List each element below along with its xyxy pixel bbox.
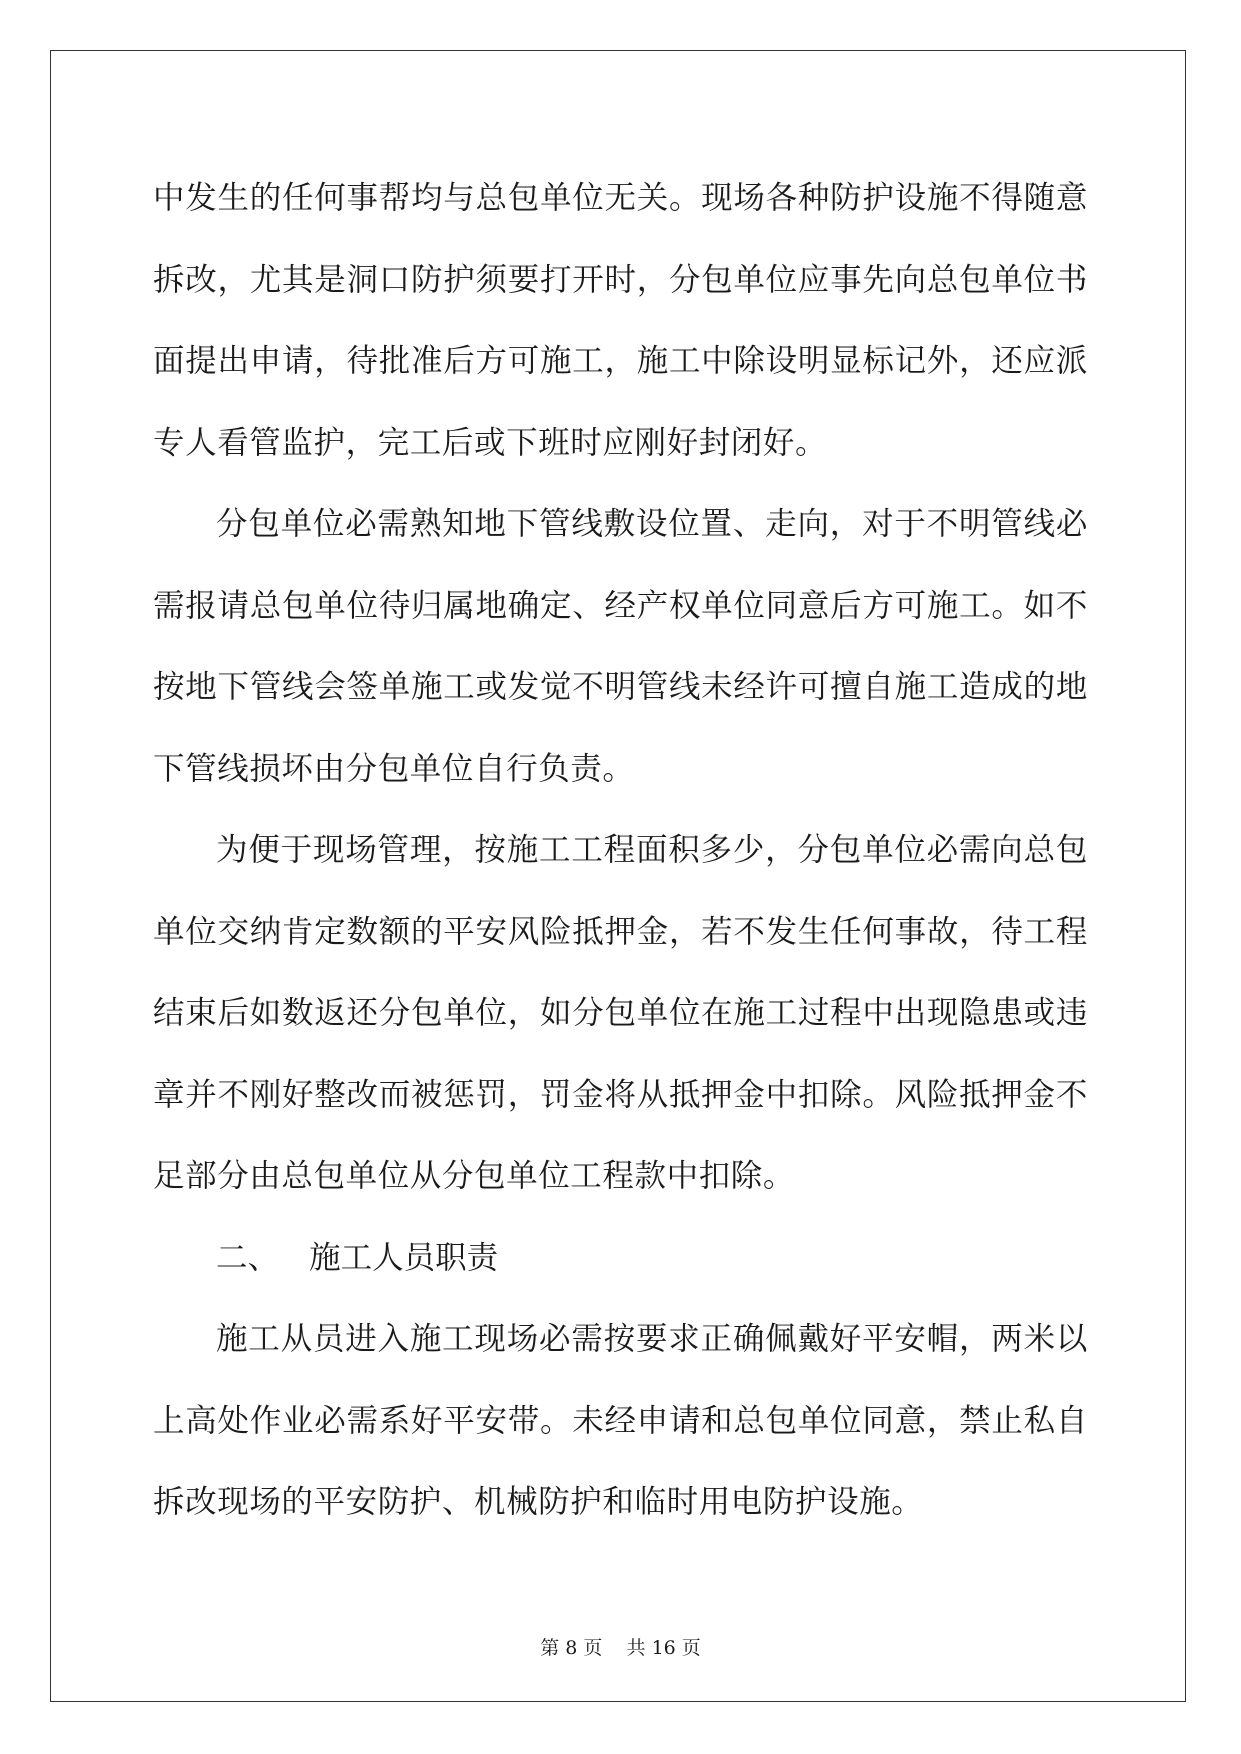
page-footer: [0, 1633, 1241, 1660]
paragraph-2: 分包单位必需熟知地下管线敷设位置、走向，对于不明管线必需报请总包单位待归属地确定、经产权单位同意后方可施工。如不按地下管线会签单施工或发觉不明管线未经许可擅自施工造成的地下管线损坏由分包单位自行负责。: [153, 506, 1088, 787]
section-title: 施工人员职责: [309, 1239, 499, 1276]
document-body: [153, 158, 1088, 1544]
paragraph-3: 为便于现场管理，按施工工程面积多少，分包单位必需向总包单位交纳肯定数额的平安风险抵押金，若不发生任何事故，待工程结束后如数返还分包单位，如分包单位在施工过程中出现隐患或违章并不刚好整改而被惩罚，罚金将从抵押金中扣除。风险抵押金不足部分由总包单位从分包单位工程款中扣除。: [153, 832, 1088, 1194]
page-number-label: 第 8 页: [540, 1637, 603, 1659]
paragraph-4: 施工从员进入施工现场必需按要求正确佩戴好平安帽，两米以上高处作业必需系好平安带。未经申请和总包单位同意，禁止私自拆改现场的平安防护、机械防护和临时用电防护设施。: [153, 1321, 1088, 1520]
paragraph-1: 中发生的任何事帮均与总包单位无关。现场各种防护设施不得随意拆改，尤其是洞口防护须要打开时，分包单位应事先向总包单位书面提出申请，待批准后方可施工，施工中除设明显标记外，还应派专人看管监护，完工后或下班时应刚好封闭好。: [153, 180, 1088, 461]
total-pages-label: 共 16 页: [626, 1637, 701, 1659]
section-heading: [153, 1218, 1088, 1300]
section-number: 二、: [216, 1239, 280, 1276]
